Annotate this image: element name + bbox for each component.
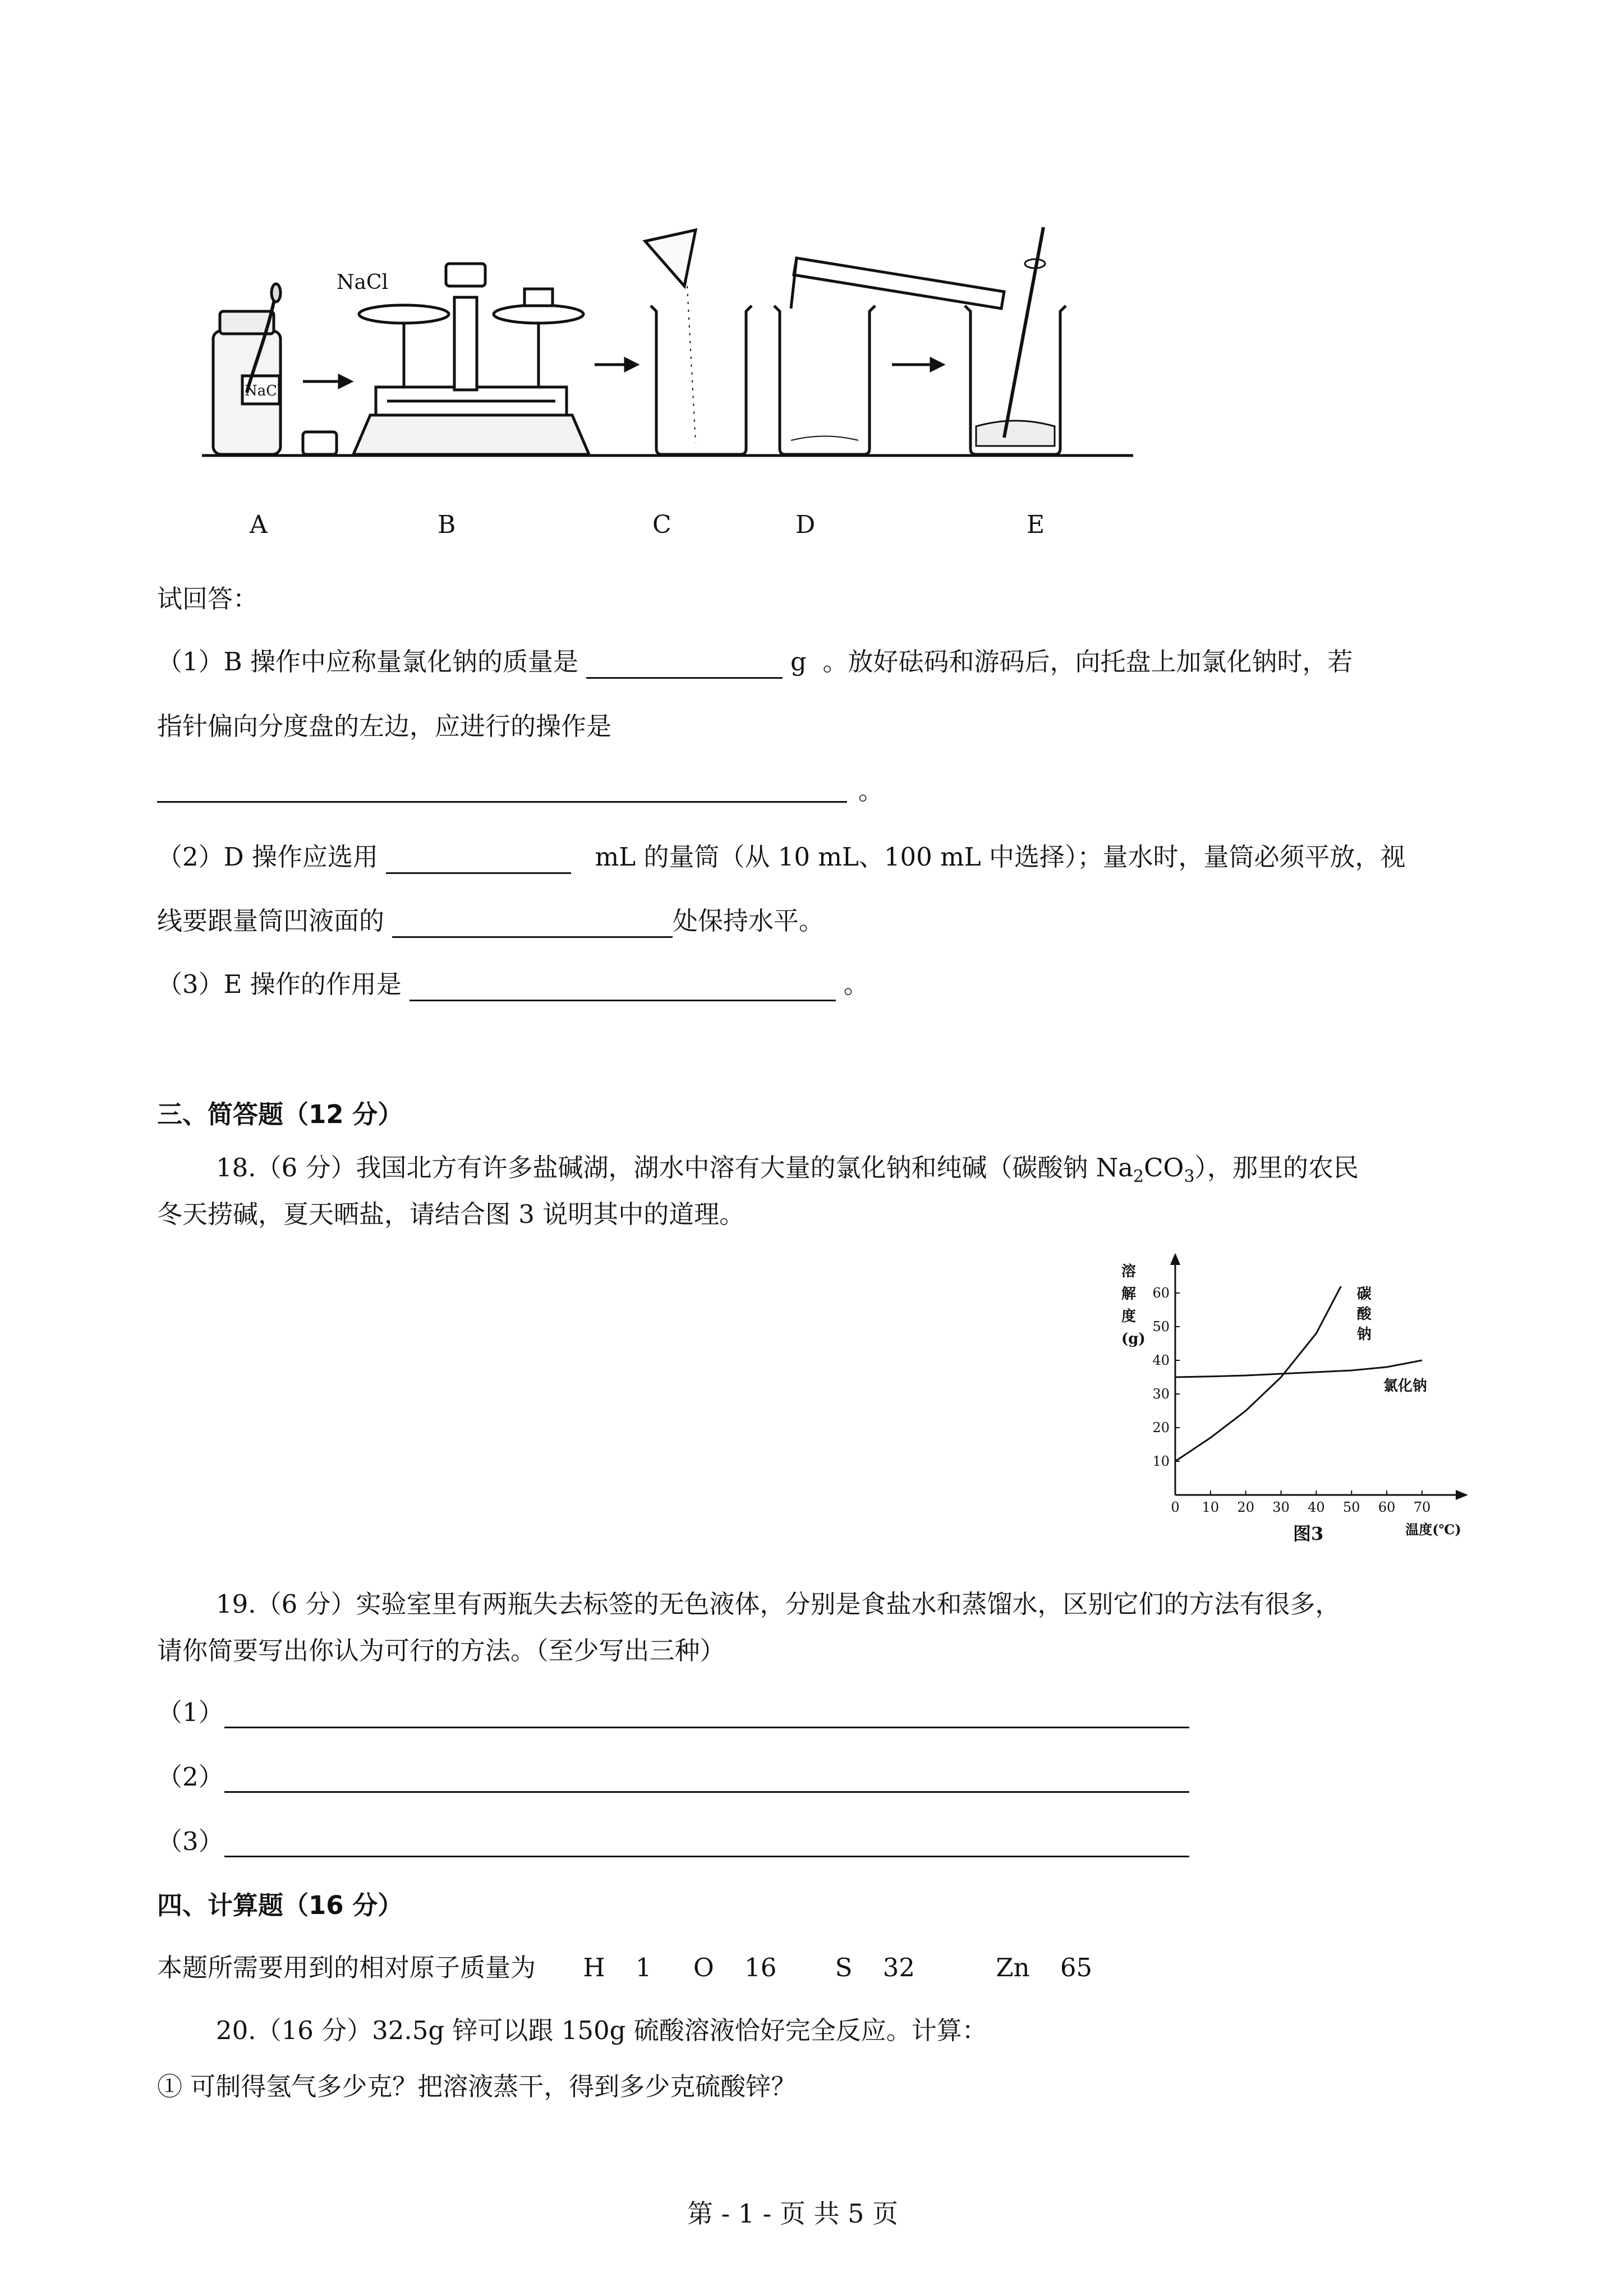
- step-label-e: E: [1027, 510, 1045, 539]
- y-tick-label: 60: [1152, 1285, 1170, 1301]
- mass-zn-el: Zn: [996, 1953, 1030, 1982]
- q19-item-3-label: （3）: [157, 1826, 224, 1856]
- q1-text-b: 。放好砝码和游码后，向托盘上加氯化钠时，若: [822, 647, 1353, 677]
- q19-line1: 19.（6 分）实验室里有两瓶失去标签的无色液体，分别是食盐水和蒸馏水，区别它们的方法有很多，: [216, 1589, 1341, 1619]
- x-tick-label: 50: [1343, 1499, 1360, 1515]
- y-tick-label: 40: [1152, 1352, 1170, 1368]
- mass-s-val: 32: [882, 1953, 915, 1982]
- q1-text-a: （1）B 操作中应称量氯化钠的质量是: [157, 647, 579, 677]
- x-tick-label: 20: [1237, 1499, 1254, 1515]
- q18-sub-2: 2: [1133, 1167, 1144, 1186]
- q18-line1: [216, 1151, 1359, 1194]
- q2-text-b: mL 的量筒（从 10 mL、100 mL 中选择）；量水时，量筒必须平放，视: [595, 842, 1406, 872]
- step-label-d: D: [795, 510, 816, 539]
- step-label-c: C: [652, 510, 671, 539]
- q1-end-mark: 。: [858, 776, 884, 806]
- y-tick-label: 20: [1152, 1420, 1170, 1435]
- mass-h-val: 1: [635, 1953, 652, 1982]
- y-axis-label: 溶: [1121, 1263, 1137, 1280]
- q19-item-1-line[interactable]: [224, 1727, 1189, 1728]
- q19-item-2-label: （2）: [157, 1762, 224, 1792]
- series-label-sodium-carbonate: 碳: [1356, 1286, 1372, 1303]
- q3-text-a: （3）E 操作的作用是: [157, 969, 402, 999]
- balance: [353, 264, 589, 454]
- q2-text-c: 线要跟量筒凹液面的: [157, 906, 385, 936]
- series-label-sodium-carbonate: 钠: [1356, 1326, 1372, 1343]
- mass-o-el: O: [693, 1953, 714, 1982]
- q1-blank-operation[interactable]: [157, 801, 847, 803]
- intro-text: 试回答：: [157, 584, 259, 614]
- beaker-e: [965, 227, 1066, 454]
- question-3-line: [157, 968, 869, 1001]
- balance-nacl-label: NaCl: [337, 271, 389, 294]
- y-tick-label: 50: [1152, 1319, 1170, 1335]
- q18-text-a: 18.（6 分）我国北方有许多盐碱湖，湖水中溶有大量的氯化钠和纯碱（碳酸钠 Na: [216, 1153, 1134, 1182]
- q3-blank-purpose[interactable]: [410, 974, 836, 1001]
- question-2-line1: [157, 840, 1405, 874]
- section-4-title: 四、计算题（16 分）: [157, 1890, 403, 1920]
- nacl-jar: [213, 284, 280, 454]
- solubility-chart: [1114, 1254, 1495, 1545]
- atomic-masses-line: [157, 1951, 1092, 1985]
- x-tick-label: 0: [1171, 1499, 1180, 1515]
- x-tick-label: 40: [1308, 1499, 1325, 1515]
- series-label-sodium-carbonate: 酸: [1356, 1306, 1372, 1323]
- mass-s-el: S: [835, 1953, 853, 1982]
- q18-co: CO: [1144, 1153, 1184, 1182]
- y-tick-label: 10: [1152, 1453, 1170, 1469]
- mass-zn-val: 65: [1060, 1953, 1093, 1982]
- x-tick-label: 70: [1413, 1499, 1431, 1515]
- q18-sub-3: 3: [1184, 1167, 1195, 1186]
- question-1-line2: 指针偏向分度盘的左边，应进行的操作是: [157, 711, 612, 741]
- q18-text-b: ），那里的农民: [1194, 1153, 1359, 1182]
- mass-o-val: 16: [744, 1953, 777, 1982]
- q1-unit: g: [790, 647, 807, 677]
- q1-blank-mass[interactable]: [586, 651, 783, 679]
- q2-blank-volume[interactable]: [386, 846, 571, 874]
- question-2-line2: [157, 904, 824, 938]
- q19-item-3-line[interactable]: [224, 1856, 1189, 1857]
- step-label-b: B: [438, 510, 456, 539]
- x-axis-label: 温度(℃): [1405, 1521, 1461, 1538]
- masses-intro: 本题所需要用到的相对原子质量为: [157, 1953, 536, 1982]
- y-axis-label: (g): [1121, 1331, 1145, 1347]
- q19-line2: 请你简要写出你认为可行的方法。（至少写出三种）: [157, 1636, 725, 1665]
- x-axis-arrow: [1456, 1490, 1468, 1500]
- q2-text-d: 处保持水平。: [673, 906, 825, 936]
- question-1-line1: [157, 645, 1352, 679]
- q20-sub-1: ① 可制得氢气多少克？把溶液蒸干，得到多少克硫酸锌？: [157, 2072, 797, 2101]
- q19-item-2-line[interactable]: [224, 1791, 1189, 1793]
- x-tick-label: 60: [1378, 1499, 1396, 1515]
- series-line-sodium-chloride: [1175, 1360, 1422, 1377]
- jar-nacl-label: NaCl: [245, 383, 282, 399]
- y-axis-arrow: [1170, 1254, 1180, 1265]
- q20-line: 20.（16 分）32.5g 锌可以跟 150g 硫酸溶液恰好完全反应。计算：: [216, 2016, 987, 2045]
- x-tick-label: 30: [1272, 1499, 1290, 1515]
- page-footer: 第 - 1 - 页 共 5 页: [687, 2198, 898, 2229]
- q18-line2: 冬天捞碱，夏天晒盐，请结合图 3 说明其中的道理。: [157, 1199, 745, 1229]
- beaker-c: [645, 230, 752, 454]
- y-tick-label: 30: [1152, 1386, 1170, 1402]
- apparatus-illustration: [191, 224, 1144, 466]
- series-line-sodium-carbonate: [1175, 1286, 1341, 1461]
- q2-blank-position[interactable]: [392, 910, 673, 938]
- q19-item-1-label: （1）: [157, 1697, 224, 1727]
- series-label-sodium-chloride: 氯化钠: [1383, 1378, 1427, 1395]
- y-axis-label: 解: [1121, 1286, 1137, 1303]
- mass-h-el: H: [583, 1953, 605, 1982]
- section-3-title: 三、简答题（12 分）: [157, 1099, 403, 1129]
- y-axis-label: 度: [1121, 1308, 1137, 1325]
- q3-end: 。: [843, 969, 869, 999]
- q2-text-a: （2）D 操作应选用: [157, 842, 379, 872]
- chart-title: 图3: [1293, 1523, 1324, 1544]
- x-tick-label: 10: [1202, 1499, 1220, 1515]
- step-label-a: A: [250, 510, 268, 539]
